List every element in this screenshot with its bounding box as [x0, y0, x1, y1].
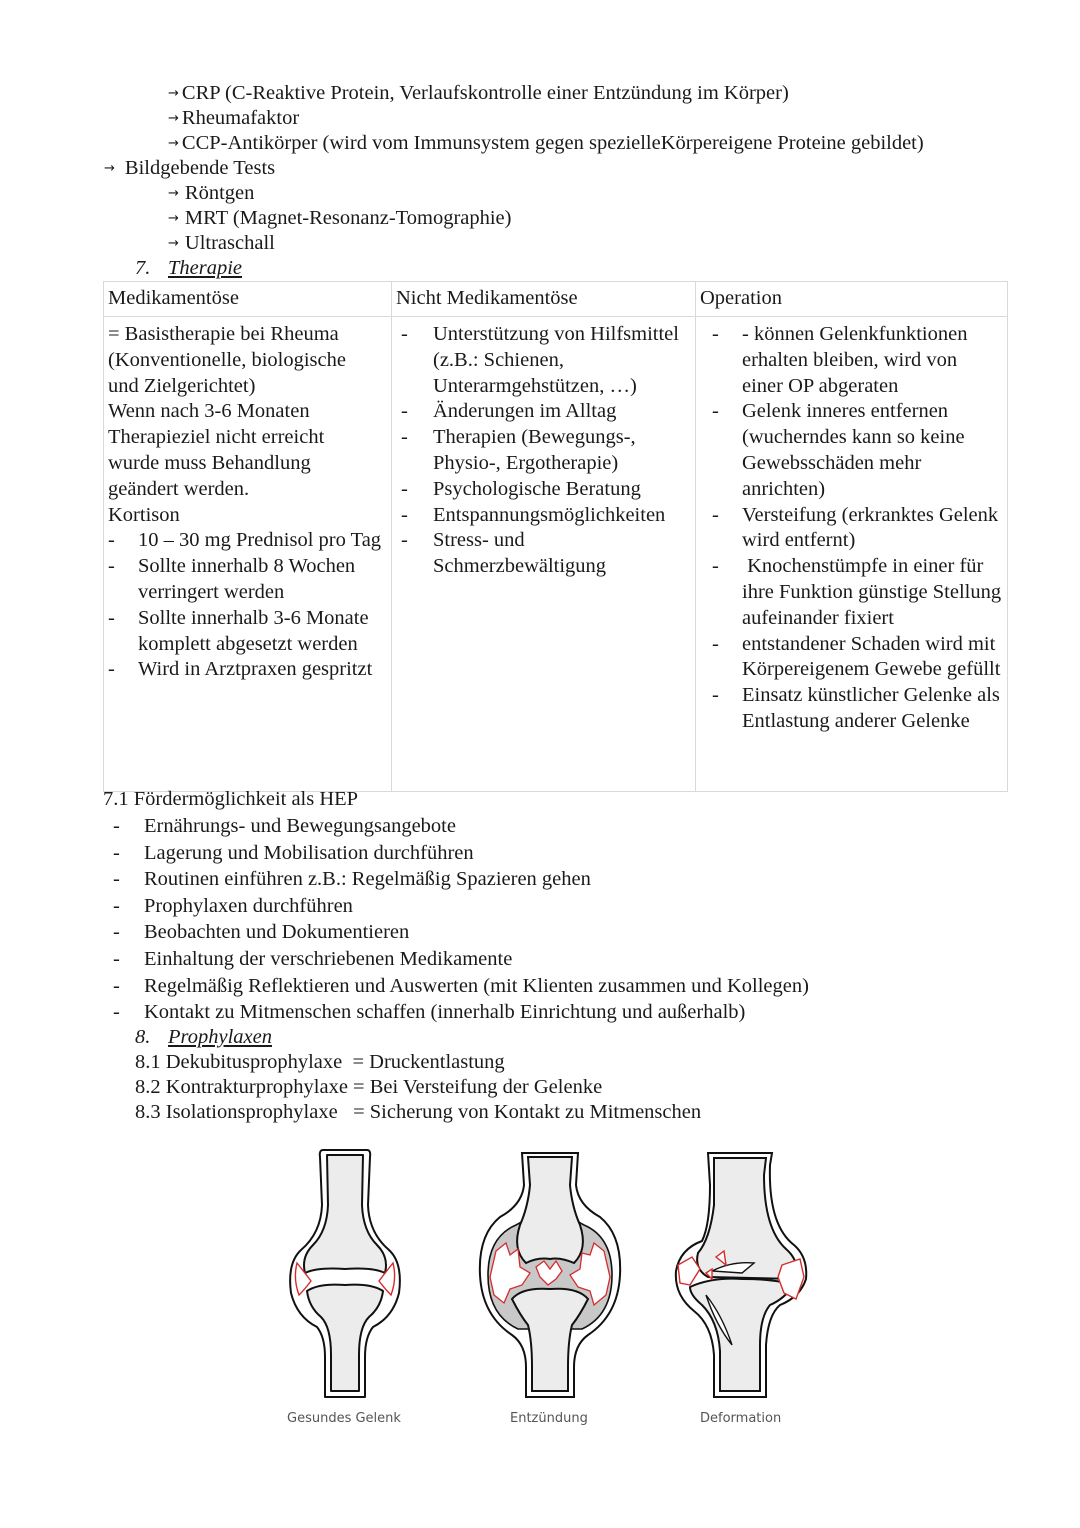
list-item: - Einhaltung der verschriebenen Medikamente	[103, 946, 809, 973]
prophylaxe-item: 8.3 Isolationsprophylaxe = Sicherung von Kontakt zu Mitmenschen	[135, 1101, 702, 1123]
hep-list	[103, 813, 809, 1026]
list-item: - Entspannungsmöglichkeiten	[396, 503, 691, 529]
table-header-row	[104, 282, 1008, 317]
kortison-list	[108, 528, 387, 683]
imaging-item: → MRT (Magnet-Resonanz-Tomographie)	[168, 207, 512, 229]
therapy-table	[103, 281, 1008, 792]
list-item: - Unterstützung von Hilfsmittel (z.B.: Schienen, Unterarmgehstützen, …)	[396, 322, 691, 399]
nicht-medikamentoese-list	[396, 322, 691, 580]
list-item: - entstandener Schaden wird mit Körpereigenem Gewebe gefüllt	[700, 632, 1003, 684]
imaging-item: → Ultraschall	[168, 232, 275, 254]
list-item: - Prophylaxen durchführen	[103, 893, 809, 920]
imaging-heading: → Bildgebende Tests	[104, 157, 276, 179]
blood-test-item: → CCP-Antikörper (wird vom Immunsystem gegen spezielleKörpereigene Proteine gebildet)	[168, 132, 924, 154]
arrow-right-icon: →	[168, 236, 179, 251]
joint-healthy-illustration	[285, 1145, 405, 1405]
blood-test-item: → CRP (C-Reaktive Protein, Verlaufskontrolle einer Entzündung im Körper)	[168, 82, 789, 104]
list-item: - Kontakt zu Mitmenschen schaffen (innerhalb Einrichtung und außerhalb)	[103, 999, 809, 1026]
imaging-item: → Röntgen	[168, 182, 255, 204]
joint-inflammation-illustration	[470, 1145, 630, 1405]
section-7-heading: 7. Therapie	[135, 257, 243, 279]
arrow-right-icon: →	[104, 161, 115, 176]
arrow-right-icon: →	[168, 86, 179, 101]
blood-test-item: → Rheumafaktor	[168, 107, 300, 129]
arrow-right-icon: →	[168, 136, 179, 151]
list-item: - - können Gelenkfunktionen erhalten bleiben, wird von einer OP abgeraten	[700, 322, 1003, 399]
list-item: - Wird in Arztpraxen gespritzt	[108, 657, 387, 683]
section-7-1-heading: 7.1 Fördermöglichkeit als HEP	[103, 788, 359, 810]
arrow-right-icon: →	[168, 111, 179, 126]
header-operation: Operation	[696, 282, 1008, 317]
list-item: - Änderungen im Alltag	[396, 399, 691, 425]
header-medikamentoese: Medikamentöse	[104, 282, 392, 317]
caption-deformation: Deformation	[700, 1411, 782, 1426]
cell-operation	[696, 317, 1008, 792]
section-8-heading: 8. Prophylaxen	[135, 1026, 272, 1048]
table-row	[104, 317, 1008, 792]
list-item: - Sollte innerhalb 3-6 Monate komplett abgesetzt werden	[108, 606, 387, 658]
cell-nicht-medikamentoese	[392, 317, 696, 792]
list-item: - Therapien (Bewegungs-, Physio-, Ergotherapie)	[396, 425, 691, 477]
list-item: - Sollte innerhalb 8 Wochen verringert werden	[108, 554, 387, 606]
joint-deformation-illustration	[672, 1145, 812, 1405]
arrow-right-icon: →	[168, 211, 179, 226]
caption-healthy-joint: Gesundes Gelenk	[287, 1411, 401, 1426]
prophylaxe-item: 8.2 Kontrakturprophylaxe = Bei Versteifung der Gelenke	[135, 1076, 603, 1098]
list-item: - Lagerung und Mobilisation durchführen	[103, 840, 809, 867]
cell-medikamentoese: = Basistherapie bei Rheuma (Konventionelle, biologische und Zielgerichtet) Wenn nach 3-6 Monaten Therapieziel nicht erreicht wurde muss Behandlung geändert werden. Kortison - 10 – 30 mg Prednisol pro Tag - Sollte innerhalb 8 Wochen verringert werden - Sollte innerhalb 3-6 Monate komplett abgesetzt werden - Wird in Arztpraxen gespritzt	[104, 317, 392, 792]
list-item: - Beobachten und Dokumentieren	[103, 919, 809, 946]
list-item: - Knochenstümpfe in einer für ihre Funktion günstige Stellung aufeinander fixiert	[700, 554, 1003, 631]
list-item: - Gelenk inneres entfernen (wucherndes kann so keine Gewebsschäden mehr anrichten)	[700, 399, 1003, 502]
arrow-right-icon: →	[168, 186, 179, 201]
list-item: - Psychologische Beratung	[396, 477, 691, 503]
list-item: - Versteifung (erkranktes Gelenk wird entfernt)	[700, 503, 1003, 555]
list-item: - Routinen einführen z.B.: Regelmäßig Spazieren gehen	[103, 866, 809, 893]
list-item: - Ernährungs- und Bewegungsangebote	[103, 813, 809, 840]
list-item: - Einsatz künstlicher Gelenke als Entlastung anderer Gelenke	[700, 683, 1003, 735]
list-item: - 10 – 30 mg Prednisol pro Tag	[108, 528, 387, 554]
caption-inflammation: Entzündung	[510, 1411, 588, 1426]
operation-list	[700, 322, 1007, 735]
header-nicht-medikamentoese: Nicht Medikamentöse	[392, 282, 696, 317]
list-item: - Stress- und Schmerzbewältigung	[396, 528, 691, 580]
list-item: - Regelmäßig Reflektieren und Auswerten (mit Klienten zusammen und Kollegen)	[103, 973, 809, 1000]
prophylaxe-item: 8.1 Dekubitusprophylaxe = Druckentlastung	[135, 1051, 505, 1073]
